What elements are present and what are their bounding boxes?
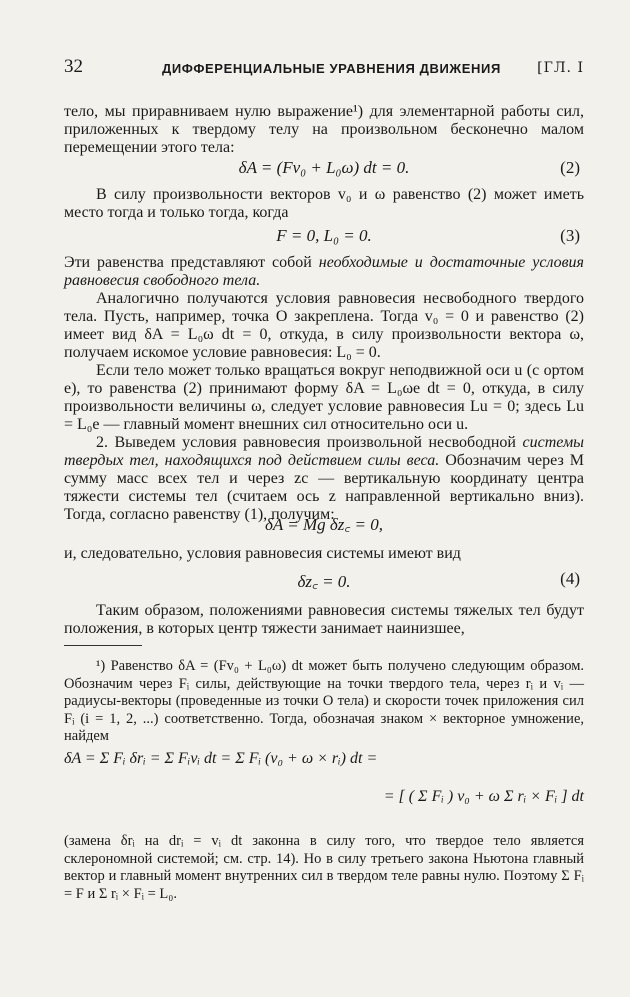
paragraph-2 xyxy=(64,186,584,222)
footnote-text-2: (замена δrᵢ на drᵢ = vᵢ dt законна в силу того, что твердое тело является склерономной системой; см. стр. 14). Но в силу третьего закона Ньютона главный вектор и главный момент внутренних сил в твердом теле равны нулю. Поэтому Σ Fᵢ = F и Σ rᵢ × Fᵢ = L₀. xyxy=(64,833,584,902)
equation-4-number: (4) xyxy=(560,569,580,588)
footnote-continued xyxy=(64,833,584,903)
paragraph-5-text: Если тело может только вращаться вокруг неподвижной оси u (с ортом e), то равенства (2) принимают форму δA = L₀ωe dt = 0, откуда, в силу произвольности величины ω, следует условие равновесия Lu = 0; здесь Lu = L₀e — главный момент внешних сил относительно оси u. xyxy=(64,362,584,433)
paragraph-6-rest: Обозначим через M сумму масс всех тел и через zc — вертикальную координату центра тяжести системы тел (считаем ось z направленной вертикально вниз). Тогда, согласно равенству (1), получим: xyxy=(64,452,585,523)
footnote-text-1: ¹) Равенство δA = (Fv₀ + L₀ω) dt может быть получено следующим образом. Обозначим через Fᵢ силы, действующие на точки твердого тела, через rᵢ и vᵢ — радиусы-векторы (проведенные из точки O тела) и скорости точек приложения сил Fᵢ (i = 1, 2, ...) соответственно. Тогда, обозначая знаком × векторное умножение, найдем xyxy=(64,658,584,744)
paragraph-8-text: Таким образом, положениями равновесия системы тяжелых тел будут положения, в которых центр тяжести занимает наинизшее, xyxy=(64,602,584,637)
footnote-divider xyxy=(64,645,142,646)
paragraph-3 xyxy=(64,254,584,524)
paragraph-1-text: тело, мы приравниваем нулю выражение¹) для элементарной работы сил, приложенных к твердому телу на произвольном бесконечно малом перемещении этого тела: xyxy=(64,103,584,156)
paragraph-8 xyxy=(64,602,584,638)
footnote xyxy=(64,658,584,746)
paragraph-3-lead: Эти равенства представляют собой xyxy=(64,254,319,271)
running-header xyxy=(64,56,584,82)
paragraph-6-lead: 2. Выведем условия равновесия произвольной несвободной xyxy=(96,434,523,451)
equation-3-formula: F = 0, L₀ = 0. xyxy=(276,226,372,245)
paragraph-2-text: В силу произвольности векторов v₀ и ω равенство (2) может иметь место тогда и только тогда, когда xyxy=(64,186,584,221)
paragraph-6-emphasis: системы твердых тел, находящихся под действием силы веса. xyxy=(64,434,584,469)
footnote-equation-line-2 xyxy=(64,788,584,806)
equation-3-number: (3) xyxy=(560,226,580,245)
footnote-equation-1: δA = Σ Fᵢ δrᵢ = Σ Fᵢvᵢ dt = Σ Fᵢ (v₀ + ω × rᵢ) dt = xyxy=(64,750,378,767)
equation-mg-formula: δA = Mg δz꜀ = 0, xyxy=(265,515,383,534)
chapter-label: [ГЛ. I xyxy=(537,60,584,76)
equation-2-formula: δA = (Fv₀ + L₀ω) dt = 0. xyxy=(238,158,410,177)
footnote-equation-line-1 xyxy=(64,750,584,768)
paragraph-4-text: Аналогично получаются условия равновесия несвободного твердого тела. Пусть, например, точка O закреплена. Тогда v₀ = 0 и равенство (2) имеет вид δA = L₀ω dt = 0, откуда, в силу произвольности вектора ω, получаем искомое условие равновесия: L₀ = 0. xyxy=(64,290,584,361)
equation-4 xyxy=(64,569,584,591)
running-title: ДИФФЕРЕНЦИАЛЬНЫЕ УРАВНЕНИЯ ДВИЖЕНИЯ xyxy=(162,61,501,76)
paragraph-3-text xyxy=(64,254,584,290)
footnote-equation-2: = [ ( Σ Fᵢ ) v₀ + ω Σ rᵢ × Fᵢ ] dt xyxy=(383,788,584,805)
equation-2-number: (2) xyxy=(560,158,580,177)
paragraph-3-emphasis: необходимые и достаточные условия равновесия свободного тела. xyxy=(64,254,584,289)
page-number: 32 xyxy=(64,56,83,77)
equation-mg xyxy=(64,512,584,534)
paragraph-1 xyxy=(64,103,584,157)
paragraph-6-text xyxy=(64,434,584,524)
equation-2 xyxy=(64,158,584,180)
paragraph-7 xyxy=(64,545,584,563)
paragraph-7-text: и, следовательно, условия равновесия системы имеют вид xyxy=(64,545,461,562)
equation-4-formula: δz꜀ = 0. xyxy=(297,572,351,591)
equation-3 xyxy=(64,226,584,248)
